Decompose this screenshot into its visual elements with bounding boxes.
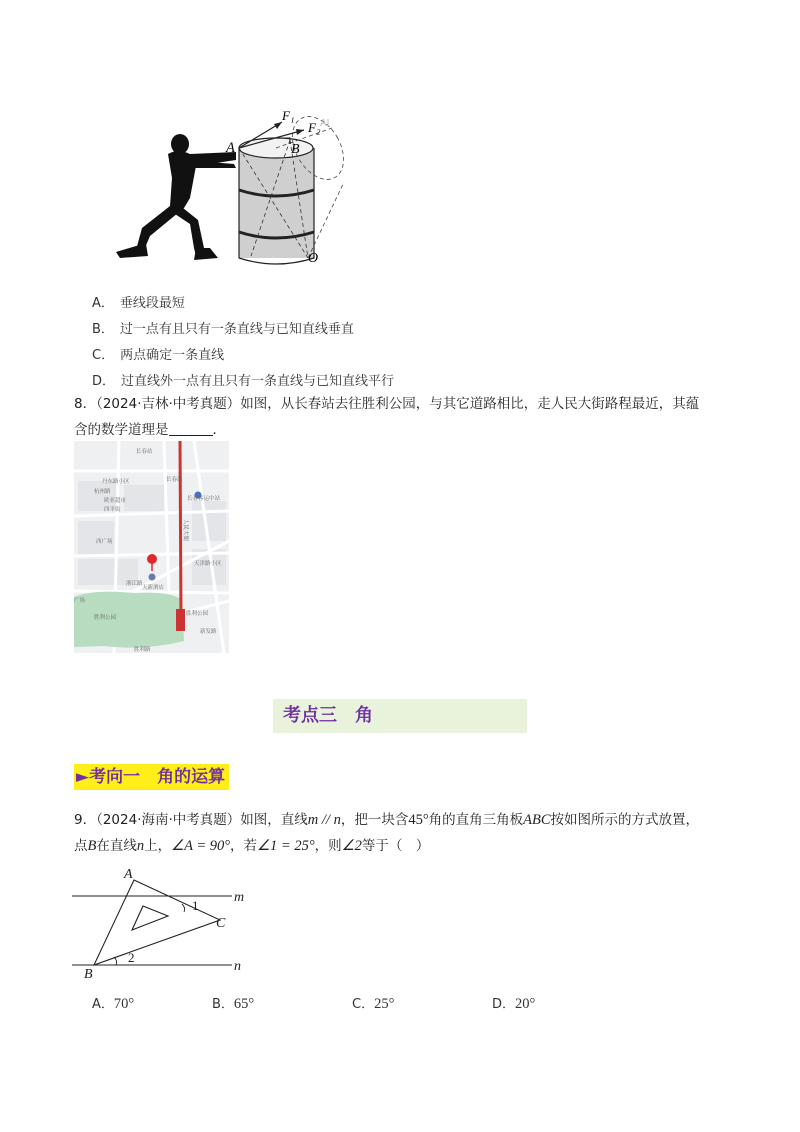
map-label-bottom: 胜利路 [134, 647, 151, 653]
map-label-hangzhou: 杭州路 [94, 489, 111, 495]
q8-text: 8．（2024·吉林·中考真题）如图，从长春站去往胜利公园，与其它道路相比，走人民大街路程最近，其蕴 含的数学道理是 ． [74, 396, 700, 438]
cylinder-push-figure [86, 108, 356, 273]
map-label-xinfa: 新发路 [200, 629, 217, 635]
q8-answer-blank [169, 421, 213, 436]
map-label-park-2: 胜利公园 [186, 611, 209, 617]
map-label-siping: 四平街 [104, 507, 121, 513]
map-label-dandong: 丹东路小区 [102, 479, 130, 485]
map-label-park: 胜利公园 [94, 615, 117, 621]
label-angle-2: 2 [128, 950, 135, 965]
label-n: n [234, 959, 241, 974]
triangle-outer [94, 880, 220, 965]
map-label-changchun-station: 长春站 [136, 449, 153, 455]
direction-title: ►考向一 角的运算 [74, 764, 229, 790]
map-label-xiguangchang: 西广场 [96, 539, 113, 545]
q9-choice-a: A．70° [92, 996, 135, 1012]
label-a: A [226, 140, 235, 156]
section-title: 考点三 角 [273, 699, 527, 733]
map-label-renmin: 人民大街 [182, 519, 188, 542]
watermark-text: AI [320, 118, 330, 129]
q9-source: （2024·海南·中考真题） [96, 812, 241, 828]
map-label-tianjin: 天津路小区 [194, 561, 222, 567]
q7-option-c: C． 两点确定一条直线 [92, 348, 225, 363]
map-label-metro: 长春客运中站 [187, 496, 221, 502]
q9-number: 9． [74, 812, 97, 828]
q8-number: 8． [74, 396, 97, 412]
q9-choice-d: D．20° [492, 996, 536, 1012]
label-a: A [124, 867, 133, 882]
q7-option-b: B． 过一点有且只有一条直线与已知直线垂直 [92, 322, 354, 337]
label-m: m [234, 890, 245, 905]
q9-choice-b: B．65° [212, 996, 255, 1012]
person-silhouette [116, 134, 236, 260]
q7-option-a: A． 垂线段最短 [92, 296, 185, 311]
changchun-map [74, 441, 229, 653]
q9-choice-c: C．25° [352, 996, 395, 1012]
label-c: C [216, 916, 226, 931]
q9-text: 9．（2024·海南·中考真题）如图，直线m // n，把一块含45°角的直角三角板ABC按如图所示的方式放置， 点B在直线n上，∠A = 90°，若∠1 = 25°，则∠2等于（ ） [74, 812, 700, 854]
cylinder [239, 108, 354, 264]
label-b: B [84, 967, 93, 982]
label-o: O [308, 251, 319, 266]
map-label-hotel: 天新酒店 [142, 585, 165, 591]
q7-option-d: D． 过直线外一点有且只有一条直线与已知直线平行 [92, 374, 395, 389]
triangle-figure [70, 864, 260, 982]
label-f2: F₂ [308, 120, 321, 135]
map-label-changchun-station-2: 长春站 [166, 477, 183, 483]
map-label-ouya: 欧亚超市 [104, 498, 127, 504]
label-angle-1: 1 [192, 898, 199, 913]
label-f1: F₁ [282, 108, 295, 123]
map-label-zhejiang: 浙江路 [126, 581, 143, 587]
q8-source: （2024·吉林·中考真题） [96, 396, 241, 412]
map-label-guangchang: 广场 [74, 598, 86, 604]
triangle-inner [132, 906, 168, 930]
label-b: B [291, 142, 300, 157]
